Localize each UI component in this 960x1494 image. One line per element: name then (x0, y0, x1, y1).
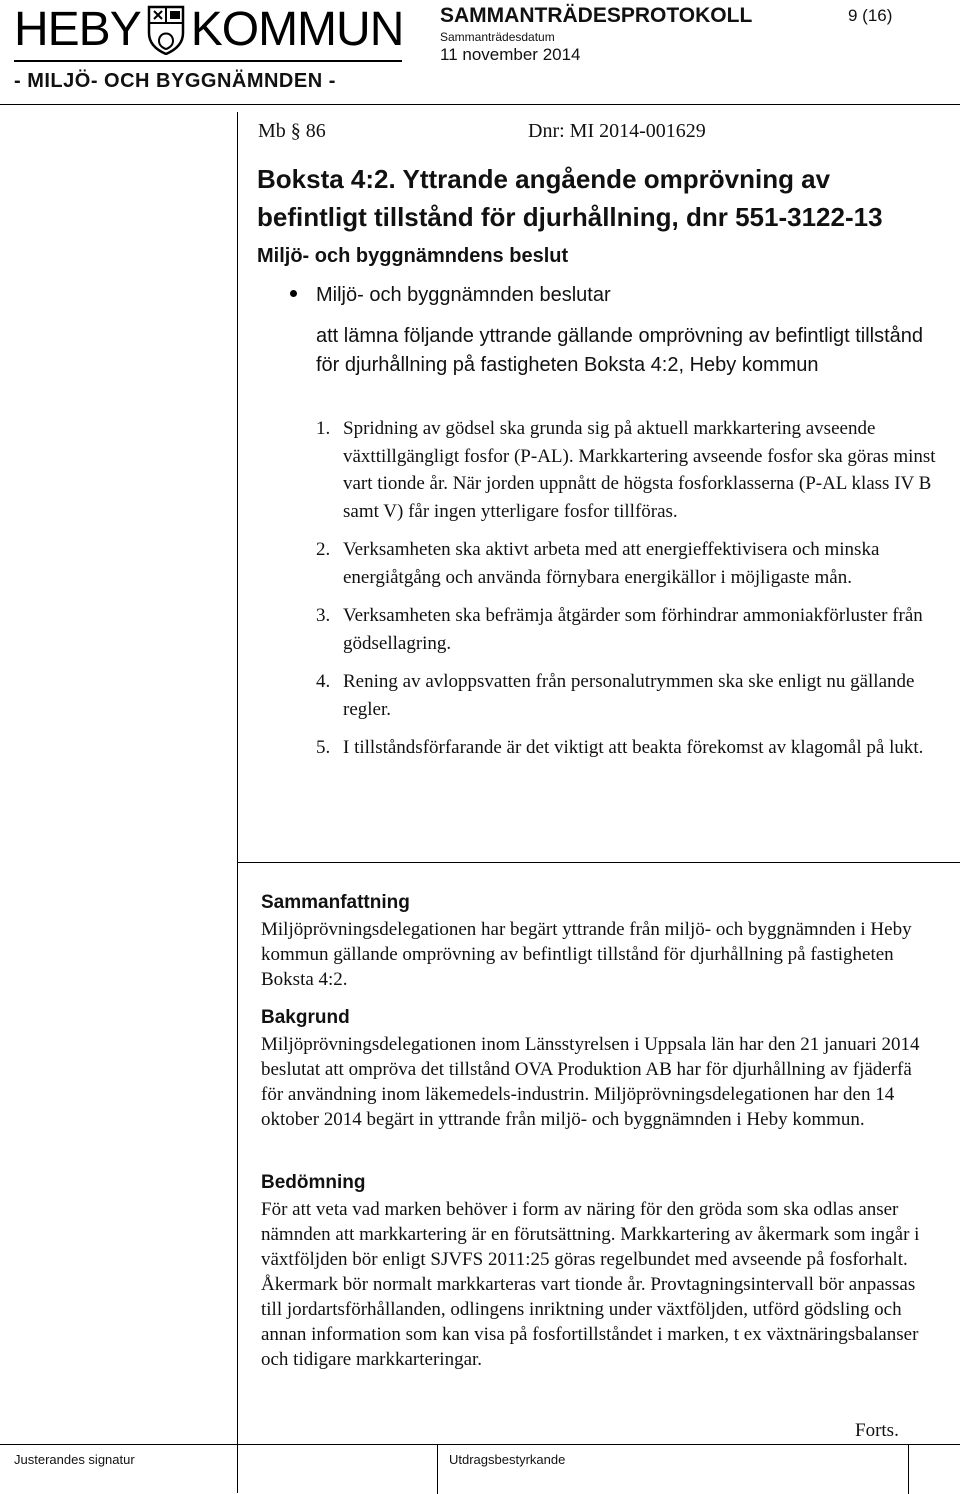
condition-text: Spridning av gödsel ska grunda sig på aktuell markkartering avseende växttillgängligt fosfor (P-AL). Markkartering avseende fosfor ska göras minst vart tionde år. När jorden uppnått de högsta fosforklasserna (P-AL klass IV B samt V) får ingen ytterligare fosfor tillföras. (343, 418, 936, 522)
condition-text: Verksamheten ska aktivt arbeta med att energieffektivisera och minska energiåtgång och använda förnybara energikällor i möjligaste mån. (343, 539, 880, 588)
signature-label: Justerandes signatur (14, 1452, 135, 1467)
conditions-list (316, 415, 946, 773)
summary-heading: Sammanfattning (261, 892, 410, 913)
document-title: SAMMANTRÄDESPROTOKOLL (440, 4, 753, 27)
paragraph-number: Mb § 86 (258, 120, 326, 142)
condition-number: 4. (316, 671, 331, 692)
summary-section (261, 890, 921, 992)
background-section (261, 1005, 921, 1132)
item-title: Boksta 4:2. Yttrande angående omprövning av befintligt tillstånd för djurhållning, dnr 551-3122-13 (257, 164, 883, 232)
footer-separator (908, 1444, 909, 1494)
summary-body: Miljöprövningsdelegationen har begärt yttrande från miljö- och byggnämnden i Heby kommun gällande omprövning av befintligt tillstånd för djurhållning på fastigheten Boksta 4:2. (261, 919, 912, 990)
condition-text: I tillståndsförfarande är det viktigt att beakta förekomst av klagomål på lukt. (343, 737, 924, 758)
logo-text-right: KOMMUN (190, 3, 404, 56)
municipality-logo (14, 2, 403, 58)
condition-item (316, 415, 946, 525)
logo-text-left: HEBY (14, 3, 141, 56)
meeting-date: 11 november 2014 (440, 45, 581, 64)
meeting-date-label: Sammanträdesdatum (440, 30, 555, 44)
logo-underline (14, 60, 402, 62)
extract-label: Utdragsbestyrkande (449, 1452, 566, 1467)
margin-rule (237, 112, 238, 1493)
page-number: 9 (16) (848, 6, 893, 25)
condition-item (316, 602, 946, 657)
condition-text: Verksamheten ska befrämja åtgärder som förhindrar ammoniakförluster från gödsellagring. (343, 605, 923, 654)
background-heading: Bakgrund (261, 1007, 350, 1028)
condition-number: 2. (316, 539, 331, 560)
footer-divider (0, 1444, 960, 1445)
section-divider (237, 862, 960, 863)
coat-of-arms-icon (147, 5, 185, 55)
continued-label: Forts. (855, 1420, 899, 1441)
condition-number: 1. (316, 418, 331, 439)
assessment-body: För att veta vad marken behöver i form av näring för den gröda som ska odlas anser nämnden att markkartering är en förutsättning. Markkartering av åkermark som ingår i växtföljden bör enligt SJVFS 2011:25 göras regelbundet med avseende på fosforhalt. Åkermark bör normalt markkarteras vart tionde år. Provtagningsintervall bör anpassas till jordartsförhållanden, odlingens inriktning under växtföljden, utförd gödsling och annan information som kan visa på fosfortillståndet i marken, t ex växtnäringsbalanser och tidigare markkarteringar. (261, 1199, 920, 1370)
assessment-section (261, 1170, 921, 1372)
condition-item (316, 734, 946, 762)
footer-separator (437, 1444, 438, 1494)
condition-number: 5. (316, 737, 331, 758)
condition-item (316, 668, 946, 723)
header-divider (0, 104, 960, 105)
condition-number: 3. (316, 605, 331, 626)
decision-bullet: Miljö- och byggnämnden beslutar (316, 284, 611, 306)
condition-item (316, 536, 946, 591)
bullet-icon (290, 290, 297, 297)
case-number: Dnr: MI 2014-001629 (528, 120, 706, 142)
background-body: Miljöprövningsdelegationen inom Länsstyrelsen i Uppsala län har den 21 januari 2014 beslutat att ompröva det tillstånd OVA Produktion AB har för djurhållning av fjäderfä för användning inom läkemedels-industrin. Miljöprövningsdelegationen har den 14 oktober 2014 begärt in yttrande från miljö- och byggnämnden i Heby kommun. (261, 1034, 920, 1130)
department-name: - MILJÖ- OCH BYGGNÄMNDEN - (14, 70, 336, 92)
condition-text: Rening av avloppsvatten från personalutrymmen ska ske enligt nu gällande regler. (343, 671, 915, 720)
decision-intro: att lämna följande yttrande gällande omprövning av befintligt tillstånd för djurhållning på fastigheten Boksta 4:2, Heby kommun (316, 325, 924, 376)
assessment-heading: Bedömning (261, 1172, 366, 1193)
decision-heading: Miljö- och byggnämndens beslut (257, 245, 569, 267)
